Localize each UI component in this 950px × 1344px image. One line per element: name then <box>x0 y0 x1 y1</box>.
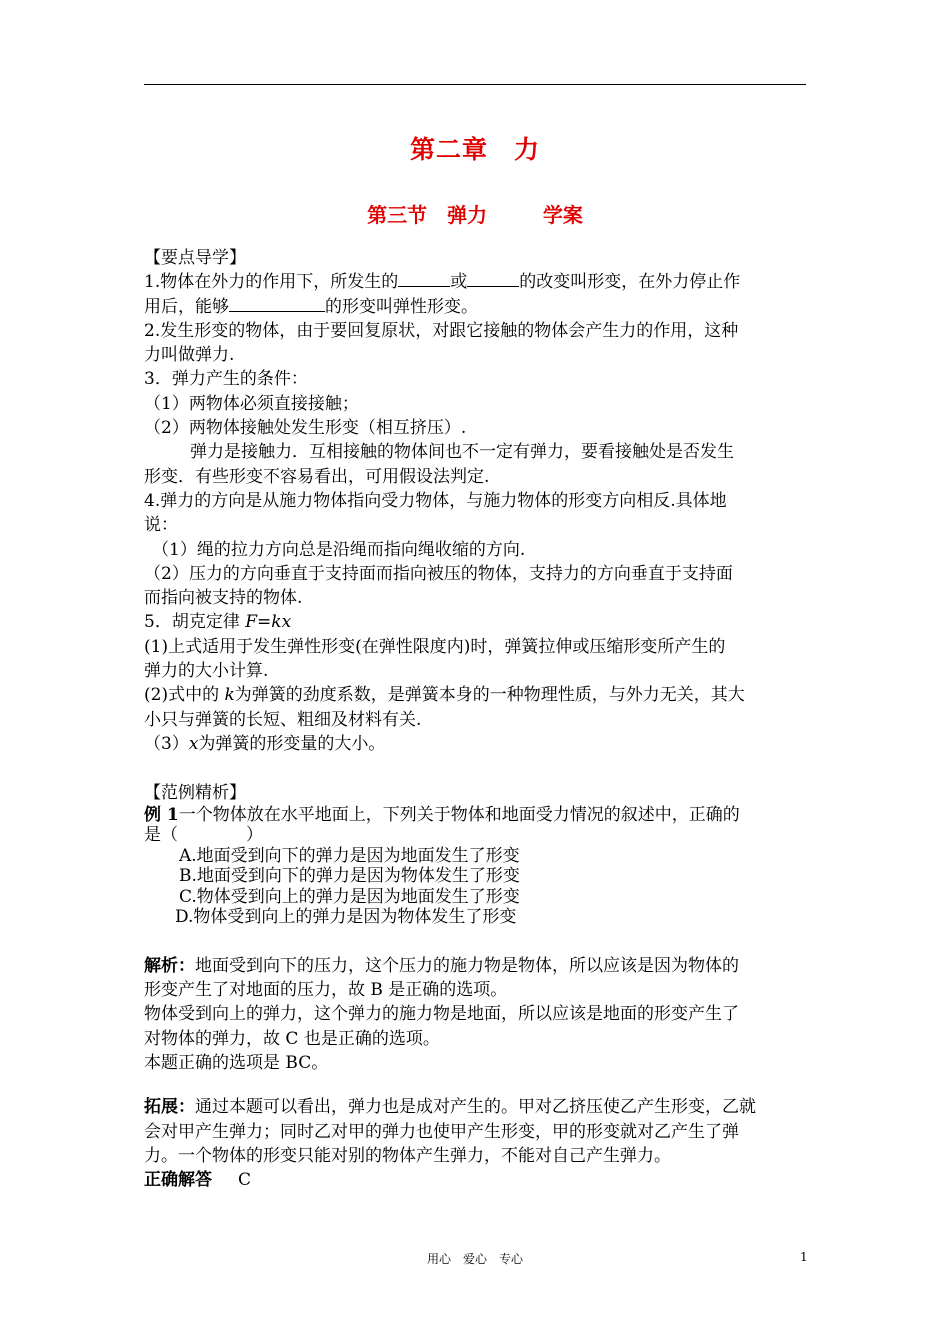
answer-line <box>144 1168 808 1192</box>
point-5-item-3: （3）x为弹簧的形变量的大小。 <box>144 733 386 754</box>
point-3: 3．弹力产生的条件： <box>144 369 308 390</box>
answer-label: 正确解答 <box>144 1170 212 1191</box>
analysis-line-3: 物体受到向上的弹力，这个弹力的施力物是地面，所以应该是地面的形变产生了 <box>144 1004 739 1025</box>
extension-line-1: 拓展：通过本题可以看出，弹力也是成对产生的。甲对乙挤压使乙产生形变，乙就 <box>144 1097 756 1118</box>
point-4-item-2-line-1: （2）压力的方向垂直于支持面而指向被压的物体，支持力的方向垂直于支持面 <box>144 563 733 584</box>
extension-label: 拓展： <box>144 1097 195 1118</box>
point-4-line-1: 4.弹力的方向是从施力物体指向受力物体，与施力物体的形变方向相反.具体地 <box>144 490 727 511</box>
point-1-line-1: 1.物体在外力的作用下，所发生的 或 的改变叫形变，在外力停止作 <box>144 272 741 293</box>
analysis-line-4: 对物体的弹力，故 C 也是正确的选项。 <box>144 1028 440 1049</box>
section-title <box>0 199 950 228</box>
section-suffix: 学案 <box>542 203 583 227</box>
point-2-line-2: 力叫做弹力. <box>144 345 235 366</box>
point-3-item-1: （1）两物体必须直接接触； <box>144 393 359 414</box>
point-5-item-1-line-2: 弹力的大小计算. <box>144 661 269 682</box>
extension-line-2: 会对甲产生弹力；同时乙对甲的弹力也使甲产生形变，甲的形变就对乙产生了弹 <box>144 1121 739 1142</box>
blank-3 <box>229 295 325 312</box>
header-rule <box>144 84 806 85</box>
option-d: D.物体受到向上的弹力是因为物体发生了形变 <box>175 907 517 928</box>
blank-2 <box>467 270 519 287</box>
point-4-item-1: （1）绳的拉力方向总是沿绳而指向绳收缩的方向. <box>152 539 526 560</box>
point-3-note-line-2: 形变．有些形变不容易看出，可用假设法判定. <box>144 466 490 487</box>
point-5-item-2-line-1: (2)式中的 k为弹簧的劲度系数，是弹簧本身的一种物理性质，与外力无关，其大 <box>144 685 745 706</box>
blank-1 <box>398 270 450 287</box>
analysis-line-2: 形变产生了对地面的压力，故 B 是正确的选项。 <box>144 980 508 1001</box>
point-5-item-2-line-2: 小只与弹簧的长短、粗细及材料有关. <box>144 709 422 730</box>
page-number: 1 <box>800 1250 808 1264</box>
point-4-line-2: 说： <box>144 515 178 536</box>
answer-value: C <box>238 1170 252 1191</box>
point-4-item-2-line-2: 而指向被支持的物体. <box>144 588 303 609</box>
document-body <box>144 246 808 1193</box>
page-footer: 用心 爱心 专心 <box>426 1252 523 1266</box>
option-a: A.地面受到向下的弹力是因为地面发生了形变 <box>179 845 520 866</box>
points-heading: 【要点导学】 <box>144 248 246 268</box>
point-5: 5．胡克定律 F=kx <box>144 612 292 633</box>
example-heading: 【范例精析】 <box>144 782 246 803</box>
option-b: B.地面受到向下的弹力是因为物体发生了形变 <box>179 866 520 887</box>
section-name: 第三节 弹力 <box>367 203 488 227</box>
analysis-line-1: 解析：地面受到向下的压力，这个压力的施力物是物体，所以应该是因为物体的 <box>144 955 739 976</box>
point-2-line-1: 2.发生形变的物体，由于要回复原状，对跟它接触的物体会产生力的作用，这种 <box>144 320 739 341</box>
example-question-line-2: 是（ ） <box>144 825 263 846</box>
option-c: C.物体受到向上的弹力是因为地面发生了形变 <box>179 886 520 907</box>
point-3-item-2: （2）两物体接触处发生形变（相互挤压）. <box>144 418 467 439</box>
analysis-line-5: 本题正确的选项是 BC。 <box>144 1053 329 1074</box>
example-question-line-1: 例 1一个物体放在水平地面上，下列关于物体和地面受力情况的叙述中，正确的 <box>144 804 740 825</box>
point-1-line-2: 用后，能够 的形变叫弹性形变。 <box>144 296 478 317</box>
point-3-note-line-1: 弹力是接触力．互相接触的物体间也不一定有弹力，要看接触处是否发生 <box>190 442 734 463</box>
analysis-label: 解析： <box>144 955 195 976</box>
extension-line-3: 力。一个物体的形变只能对别的物体产生弹力，不能对自己产生弹力。 <box>144 1145 671 1166</box>
chapter-title: 第二章 力 <box>409 135 540 164</box>
hooke-formula: F=kx <box>245 612 292 633</box>
point-5-item-1-line-1: (1)上式适用于发生弹性形变(在弹性限度内)时，弹簧拉伸或压缩形变所产生的 <box>144 636 726 657</box>
example-label: 例 1 <box>144 804 179 825</box>
